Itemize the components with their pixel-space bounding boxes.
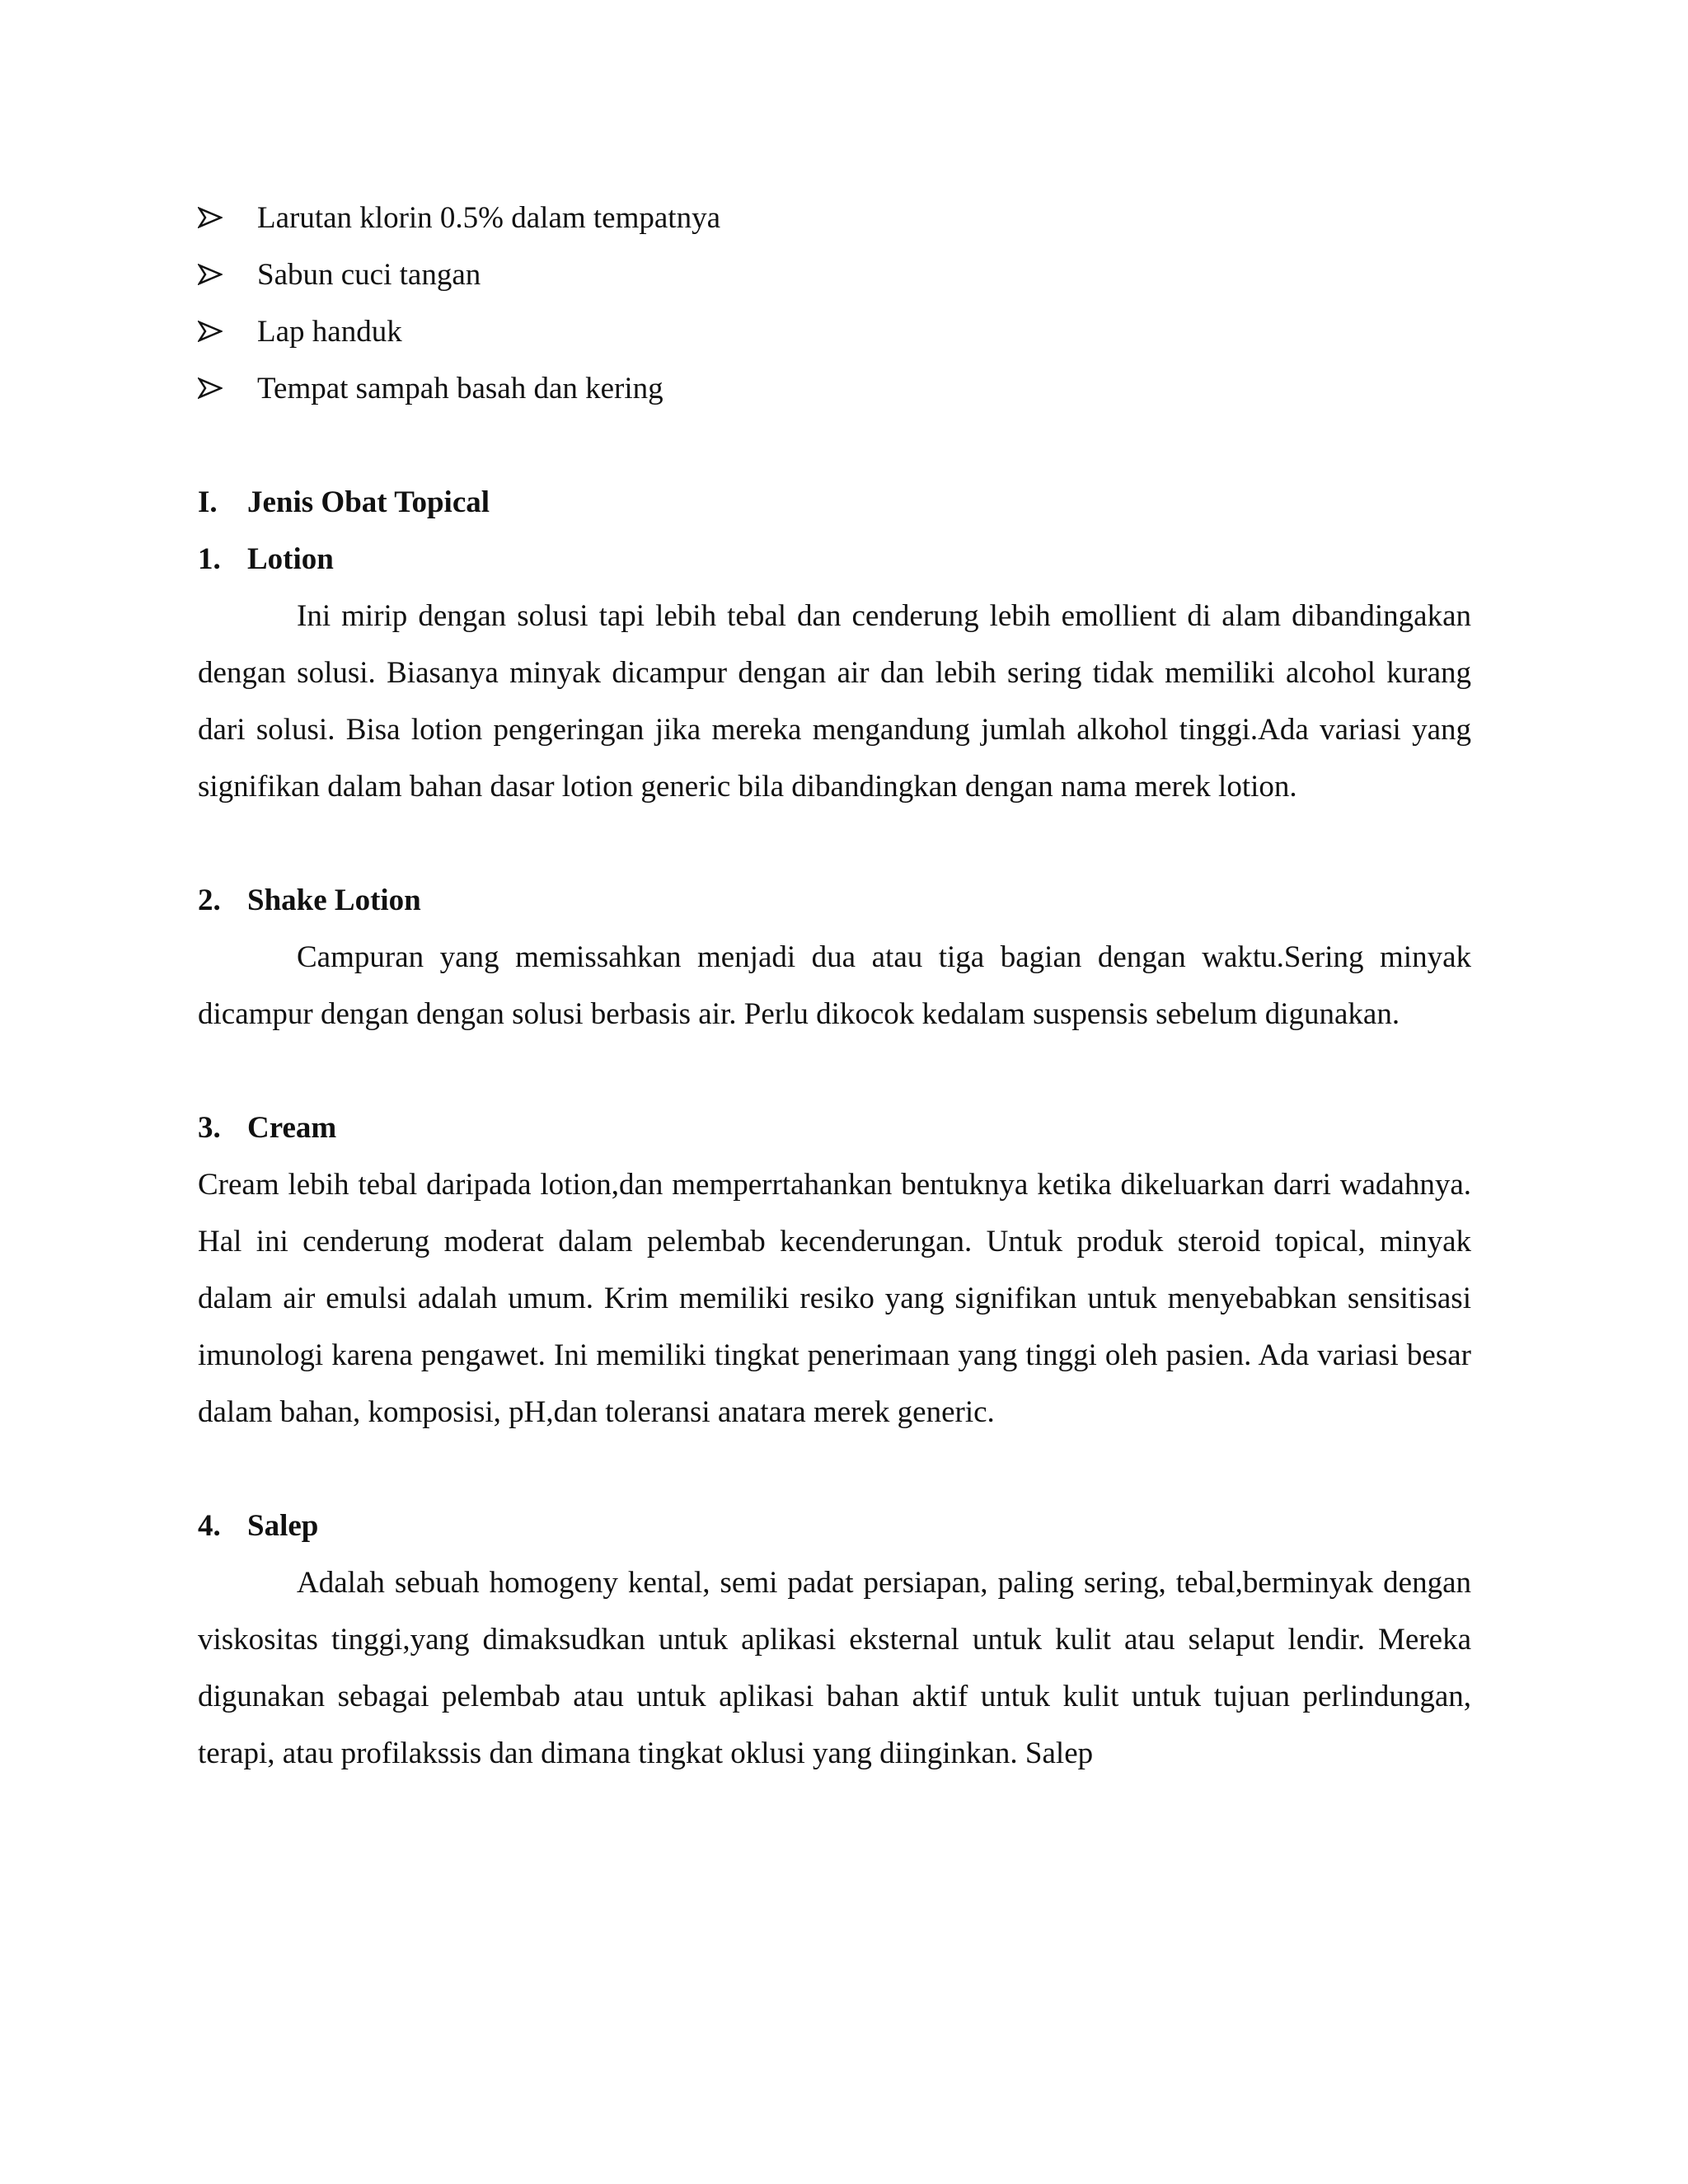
item-number: 2.: [198, 883, 221, 917]
section-title: Jenis Obat Topical: [247, 485, 490, 519]
item-number: 1.: [198, 542, 221, 576]
section-number: I.: [198, 485, 218, 519]
item-paragraph-cream: Cream lebih tebal daripada lotion,dan memperrtahankan bentuknya ketika dikeluarkan darri wadahnya. Hal ini cenderung moderat dalam pelembab kecenderungan. Untuk produk steroid topical, minyak dalam air emulsi adalah umum. Krim memiliki resiko yang signifikan untuk menyebabkan sensitisasi imunologi karena pengawet. Ini memiliki tingkat penerimaan yang tinggi oleh pasien. Ada variasi besar dalam bahan, komposisi, pH,dan toleransi anatara merek generic.: [198, 1168, 1471, 1429]
item-heading-lotion: [198, 531, 1471, 588]
item-title: Shake Lotion: [247, 883, 421, 917]
item-title: Salep: [247, 1509, 319, 1543]
spacer: [198, 1043, 1471, 1099]
item-heading-salep: [198, 1497, 1471, 1554]
list-item-text: Lap handuk: [257, 315, 402, 349]
list-item: [198, 246, 1471, 303]
arrow-bullet-icon: [198, 207, 223, 228]
list-item-text: Tempat sampah basah dan kering: [257, 372, 663, 405]
item-paragraph-lotion: Ini mirip dengan solusi tapi lebih tebal dan cenderung lebih emollient di alam dibandingakan dengan solusi. Biasanya minyak dicampur dengan air dan lebih sering tidak memiliki alcohol kurang dari solusi. Bisa lotion pengeringan jika mereka mengandung jumlah alkohol tinggi.Ada variasi yang signifikan dalam bahan dasar lotion generic bila dibandingkan dengan nama merek lotion.: [198, 599, 1471, 804]
page-content: [198, 190, 1471, 1782]
spacer: [198, 417, 1471, 474]
item-number: 4.: [198, 1509, 221, 1543]
item-number: 3.: [198, 1111, 221, 1145]
spacer: [198, 815, 1471, 872]
list-item: [198, 303, 1471, 360]
list-item-text: Larutan klorin 0.5% dalam tempatnya: [257, 201, 721, 235]
section-heading: [198, 474, 1471, 531]
spacer: [198, 1441, 1471, 1497]
item-paragraph-salep: Adalah sebuah homogeny kental, semi padat persiapan, paling sering, tebal,berminyak dengan viskositas tinggi,yang dimaksudkan untuk aplikasi eksternal untuk kulit atau selaput lendir. Mereka digunakan sebagai pelembab atau untuk aplikasi bahan aktif untuk kulit untuk tujuan perlindungan, terapi, atau profilakssis dan dimana tingkat oklusi yang diinginkan. Salep: [198, 1566, 1471, 1770]
equipment-list: [198, 190, 1471, 417]
item-heading-cream: [198, 1099, 1471, 1156]
arrow-bullet-icon: [198, 377, 223, 399]
arrow-bullet-icon: [198, 264, 223, 285]
item-title: Lotion: [247, 542, 334, 576]
list-item-text: Sabun cuci tangan: [257, 258, 481, 292]
arrow-bullet-icon: [198, 321, 223, 342]
item-title: Cream: [247, 1111, 337, 1145]
list-item: [198, 360, 1471, 417]
item-heading-shake-lotion: [198, 872, 1471, 929]
list-item: [198, 190, 1471, 246]
item-paragraph-shake-lotion: Campuran yang memissahkan menjadi dua atau tiga bagian dengan waktu.Sering minyak dicampur dengan dengan solusi berbasis air. Perlu dikocok kedalam suspensis sebelum digunakan.: [198, 940, 1471, 1031]
